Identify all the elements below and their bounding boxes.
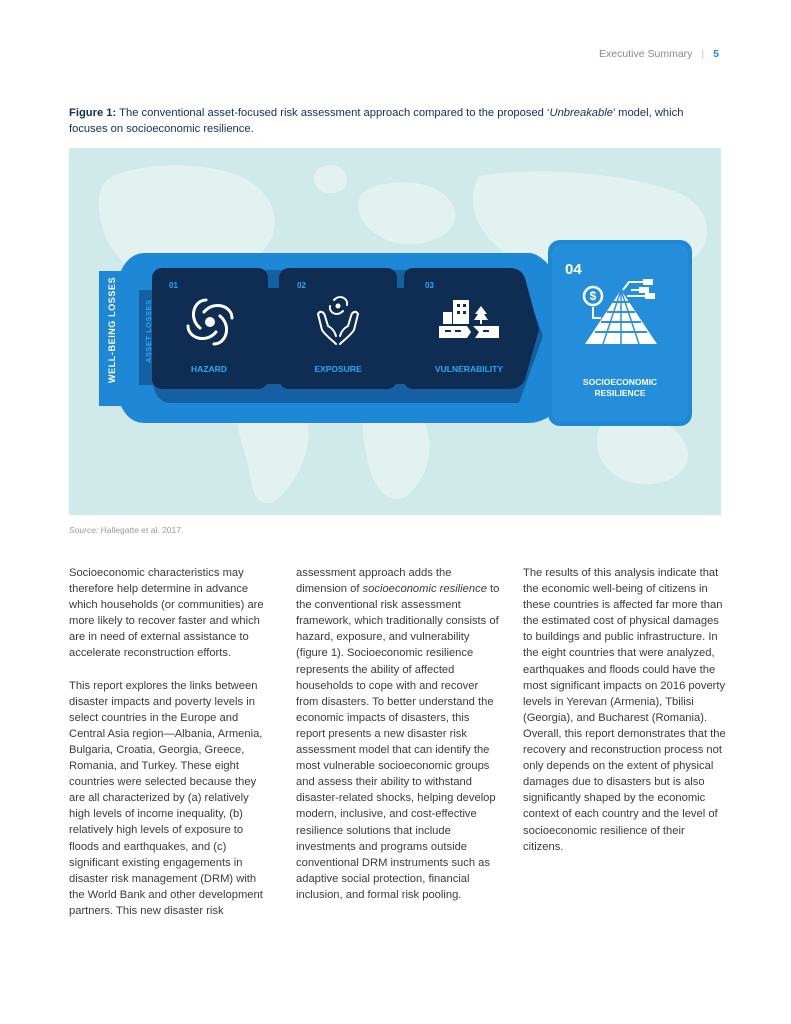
source-label: Source: [69,525,99,535]
step-label-exposure: EXPOSURE [314,364,362,374]
paragraph [296,565,501,903]
step-number-3: 03 [425,281,434,290]
text-run: to the conventional risk assessment framework, which traditionally consists of hazard, exposure, and vulnerability (figure 1). Socioeconomic resilience represents the ability of affected households to cope with and recover from disasters. To better understand the economic impacts of disasters, this report presents a new disaster risk assessment model that can identify the most vulnerable socioeconomic groups and assess their ability to withstand disaster-related shocks, helping develop modern, inclusive, and cost-effective resilience solutions that include investments and programs outside conventional DRM instruments such as adaptive social protection, financial inclusion, and formal risk pooling. [296,583,500,901]
asset-losses-label: ASSET LOSSES [144,299,153,363]
page-number: 5 [713,48,719,60]
figure-diagram [69,148,721,515]
caption-text-end: ’ model, which focuses on socioeconomic resilience. [69,107,684,135]
well-being-losses-label: WELL-BEING LOSSES [107,276,117,383]
text-run: assessment approach adds the dimension of [296,567,452,596]
caption-text-start: The conventional asset-focused risk assessment approach compared to the proposed ‘ [119,107,550,119]
step-number-2: 02 [297,281,306,290]
paragraph: This report explores the links between disaster impacts and poverty levels in select countries in the Europe and Central Asia region—Albania, Armenia, Bulgaria, Croatia, Georgia, Greece, Romania, and Turkey. These eight countries were selected because they are all characterized by (a) relatively high levels of income inequality, (b) relatively high levels of exposure to floods and earthquakes, and (c) significant existing engagements in disaster risk management (DRM) with the World Bank and other development partners. This new disaster risk [69,679,263,917]
figure-source [69,525,183,535]
resilience-label-line1: SOCIOECONOMIC [582,377,658,387]
body-column-1 [69,565,269,919]
resilience-label-line2: RESILIENCE [594,388,646,398]
paragraph: Socioeconomic characteristics may therefore help determine in advance which households (or communities) are more likely to recover faster and which are in need of external assistance to accelerate reconstruction efforts. [69,567,264,660]
step-number-1: 01 [169,281,178,290]
paragraph: The results of this analysis indicate that the economic well-being of citizens in these countries is affected far more than the estimated cost of physical damages to buildings and public infrastructure. In the eight countries that were analyzed, earthquakes and floods could have the most significant impacts on 2016 poverty levels in Yerevan (Armenia), Tbilisi (Georgia), and Bucharest (Romania). Overall, this report demonstrates that the recovery and reconstruction process not only depends on the extent of physical damages due to disasters but is also significantly shaped by the economic context of each country and the level of socioeconomic resilience of their citizens. [523,567,726,853]
step-label-hazard: HAZARD [191,364,227,374]
italic-term: socioeconomic resilience [362,583,487,596]
cyclone-icon [188,300,232,344]
section-title: Executive Summary [599,48,693,60]
running-header [599,48,719,60]
figure-label: Figure 1: [69,107,117,119]
source-text: Hallegatte et al. 2017. [98,525,184,535]
caption-italic: Unbreakable [549,107,613,119]
figure-caption [69,105,719,137]
body-column-2 [296,565,501,903]
svg-text:$: $ [589,289,597,303]
body-column-3 [523,565,728,855]
step-label-vulnerability: VULNERABILITY [435,364,503,374]
step-number-4: 04 [565,261,582,278]
header-separator: | [701,48,705,60]
